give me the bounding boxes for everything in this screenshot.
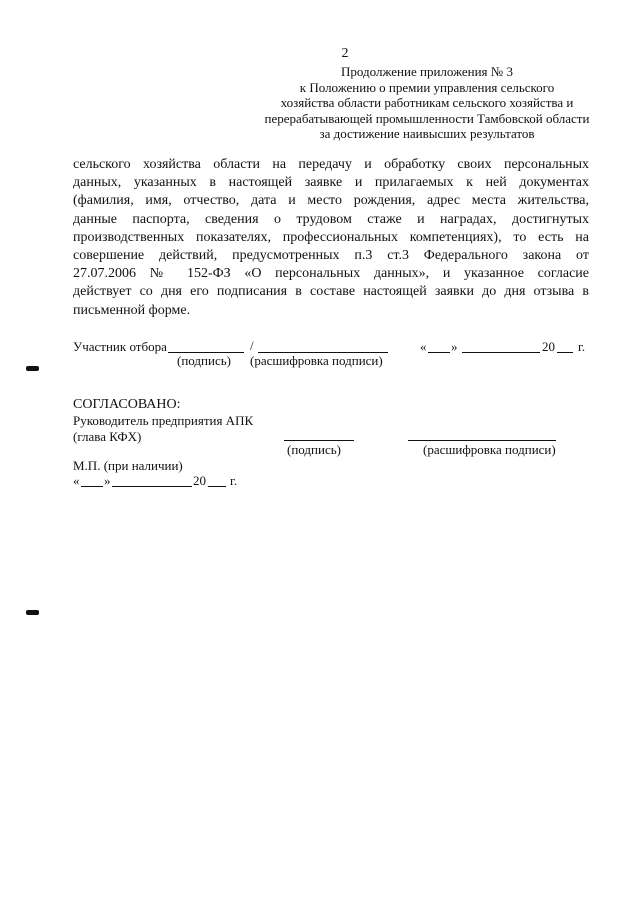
participant-year-field[interactable] [557,352,573,353]
punch-mark [26,610,39,615]
paragraph-line: действует со дня его подписания в составе настоящей заявки до дня отзыва в [73,284,589,300]
punch-mark [26,366,39,371]
header-line: перерабатывающей промышленности Тамбовской области [264,110,590,126]
paragraph-line: совершение действий, предусмотренных п.3 ст.3 Федерального закона от [73,247,589,263]
participant-decode-caption: (расшифровка подписи) [250,353,383,368]
participant-slash: / [250,338,254,353]
participant-label: Участник отбора [73,339,167,354]
approval-decode-caption: (расшифровка подписи) [423,442,556,457]
paragraph-line: данных, указанных в настоящей заявке и прилагаемых к ней документах [73,175,589,191]
participant-date-open: « [420,339,427,354]
participant-year-suffix: г. [578,339,586,354]
participant-month-field[interactable] [462,352,540,353]
approval-month-field[interactable] [112,486,192,487]
paragraph-line: (фамилия, имя, отчество, дата и место рождения, адрес места жительства, [73,193,589,209]
appendix-header [262,64,592,142]
approval-date-open: « [73,473,80,488]
seal-label: М.П. (при наличии) [73,458,183,473]
paragraph-line: письменной форме. [73,302,191,318]
paragraph-line: данные паспорта, сведения о трудовом стаже и наградах, достигнутых [73,211,589,227]
paragraph-line: 27.07.2006 № 152-ФЗ «О персональных данных», и указанное согласие [73,266,589,282]
approval-role-kfh: (глава КФХ) [73,429,142,444]
paragraph-line: сельского хозяйства области на передачу и обработку своих персональных [73,157,589,172]
participant-day-field[interactable] [428,352,450,353]
approval-signature-caption: (подпись) [287,442,341,457]
header-line: хозяйства области работникам сельского хозяйства и [280,95,574,110]
approval-year-prefix: 20 [193,473,206,488]
approval-day-field[interactable] [81,486,103,487]
participant-signature-caption: (подпись) [177,353,231,368]
approval-role: Руководитель предприятия АПК [73,413,254,428]
participant-year-prefix: 20 [542,339,555,354]
approval-decode-field[interactable] [408,440,556,441]
header-line: к Положению о премии управления сельского [299,79,555,95]
approval-title: СОГЛАСОВАНО: [73,397,181,412]
header-line: за достижение наивысших результатов [319,126,535,141]
approval-signature-field[interactable] [284,440,354,441]
page-number: 2 [341,46,349,61]
approval-year-field[interactable] [208,486,226,487]
approval-date-close: » [104,473,111,488]
consent-paragraph [73,156,589,320]
participant-date-close: » [451,339,458,354]
approval-year-suffix: г. [230,473,238,488]
paragraph-line: производственных показателях, профессиональных компетенциях), то есть на [73,229,589,245]
header-line: Продолжение приложения № 3 [341,64,513,79]
